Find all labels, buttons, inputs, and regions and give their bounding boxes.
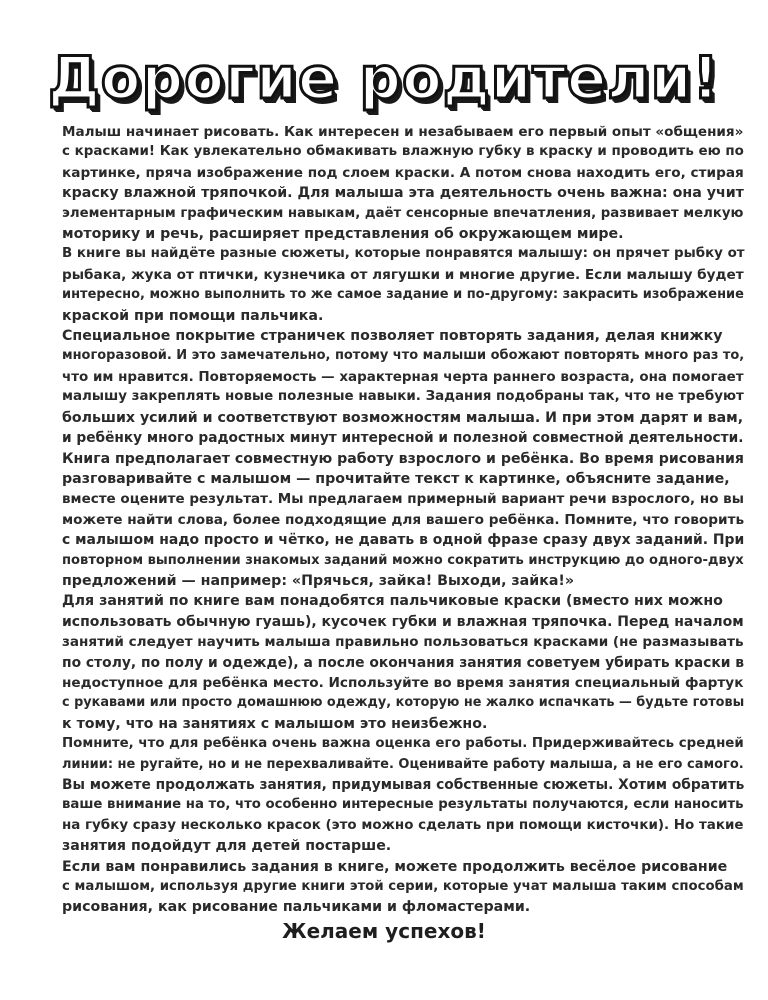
- text-line: использовать обычную гуашь), кусочек губки и влажная тряпочка. Перед началом: [62, 613, 744, 630]
- text-line: рисования, как рисование пальчиками и фломастерами.: [62, 899, 531, 916]
- text-line: к тому, что на занятиях с малышом это неизбежно.: [62, 715, 488, 732]
- text-line: и ребёнку много радостных минут интересной и полезной совместной деятельности.: [62, 430, 744, 447]
- text-line: картинке, пряча изображение под слоем краски. А потом снова находить его, стирая: [62, 164, 744, 181]
- text-line: предложений — например: «Прячься, зайка! Выходи, зайка!»: [62, 572, 575, 589]
- text-line: больших усилий и соответствуют возможностям малыша. И при этом дарят и вам,: [62, 409, 744, 426]
- text-line: на губку сразу несколько красок (это можно сделать при помощи кисточки). Но такие: [62, 817, 744, 833]
- text-line: Малыш начинает рисовать. Как интересен и незабываем его первый опыт «общения»: [62, 124, 744, 140]
- text-line: разговаривайте с малышом — прочитайте текст к картинке, объясните задание,: [62, 470, 730, 487]
- closing-text: Желаем успехов!: [282, 919, 486, 943]
- text-line: по столу, по полу и одежде), а после окончания занятия советуем убирать краски в: [62, 654, 745, 671]
- text-line: Для занятий по книге вам понадобятся пальчиковые краски (вместо них можно: [62, 593, 723, 610]
- text-line: ваше внимание на то, что особенно интересные результаты получаются, если наносить: [62, 797, 744, 813]
- text-line: что им нравится. Повторяемость — характерная черта раннего возраста, она помогает: [62, 368, 744, 385]
- text-line: с красками! Как увлекательно обмакивать влажную губку в краску и проводить ею по: [62, 144, 744, 160]
- text-line: Вы можете продолжать занятия, придумывая собственные сюжеты. Хотим обратить: [62, 777, 745, 793]
- text-line: с малышом, используя другие книги этой серии, которые учат малыша таким способам: [62, 879, 744, 895]
- text-line: Специальное покрытие страничек позволяет повторять задания, делая книжку: [62, 328, 723, 345]
- text-line: интересно, можно выполнить то же самое задание и по-другому: закрасить изображение: [62, 287, 744, 303]
- text-line: Если вам понравились задания в книге, можете продолжить весёлое рисование: [62, 858, 728, 875]
- text-line: линии: не ругайте, но и не перехваливайте. Оценивайте работу малыша, а не его самого.: [62, 756, 744, 772]
- text-line: занятий следует научить малыша правильно пользоваться красками (не размазывать: [62, 634, 744, 651]
- text-line: Книга предполагает совместную работу взрослого и ребёнка. Во время рисования: [62, 450, 744, 467]
- text-line: с рукавами или просто домашнюю одежду, которую не жалко испачкать — будьте готовы: [62, 695, 745, 711]
- text-line: краской при помощи пальчика.: [62, 307, 324, 324]
- text-line: краску влажной тряпочкой. Для малыша эта деятельность очень важна: она учит: [62, 185, 744, 202]
- text-line: повторном выполнении знакомых заданий можно сократить инструкцию до одного-двух: [62, 552, 744, 568]
- text-line: вместе оцените результат. Мы предлагаем примерный вариант речи взрослого, но вы: [62, 491, 744, 508]
- text-line: малышу закреплять новые полезные навыки. Задания подобраны так, что не требуют: [62, 389, 744, 405]
- text-line: В книге вы найдёте разные сюжеты, которые понравятся малышу: он прячет рыбку от: [62, 246, 745, 262]
- text-line: Помните, что для ребёнка очень важна оценка его работы. Придерживайтесь средней: [62, 736, 744, 752]
- text-line: рыбака, жука от птички, кузнечика от лягушки и многие другие. Если малышу будет: [62, 266, 744, 283]
- text-line: элементарным графическим навыкам, даёт сенсорные впечатления, развивает мелкую: [62, 205, 744, 221]
- text-line: моторику и речь, расширяет представления об окружающем мире.: [62, 226, 624, 243]
- text-line: занятия подойдут для детей постарше.: [62, 838, 392, 855]
- body-text: [62, 122, 745, 918]
- text-line: недоступное для ребёнка место. Используйте во время занятия специальный фартук: [62, 674, 744, 691]
- text-line: с малышом надо просто и чётко, не давать в одной фразе сразу двух заданий. При: [62, 532, 745, 549]
- text-line: многоразовой. И это замечательно, потому что малыши обожают повторять много раз то,: [62, 348, 745, 364]
- text-line: можете найти слова, более подходящие для вашего ребёнка. Помните, что говорить: [62, 511, 745, 528]
- page-title: Дорогие родители!: [48, 44, 720, 112]
